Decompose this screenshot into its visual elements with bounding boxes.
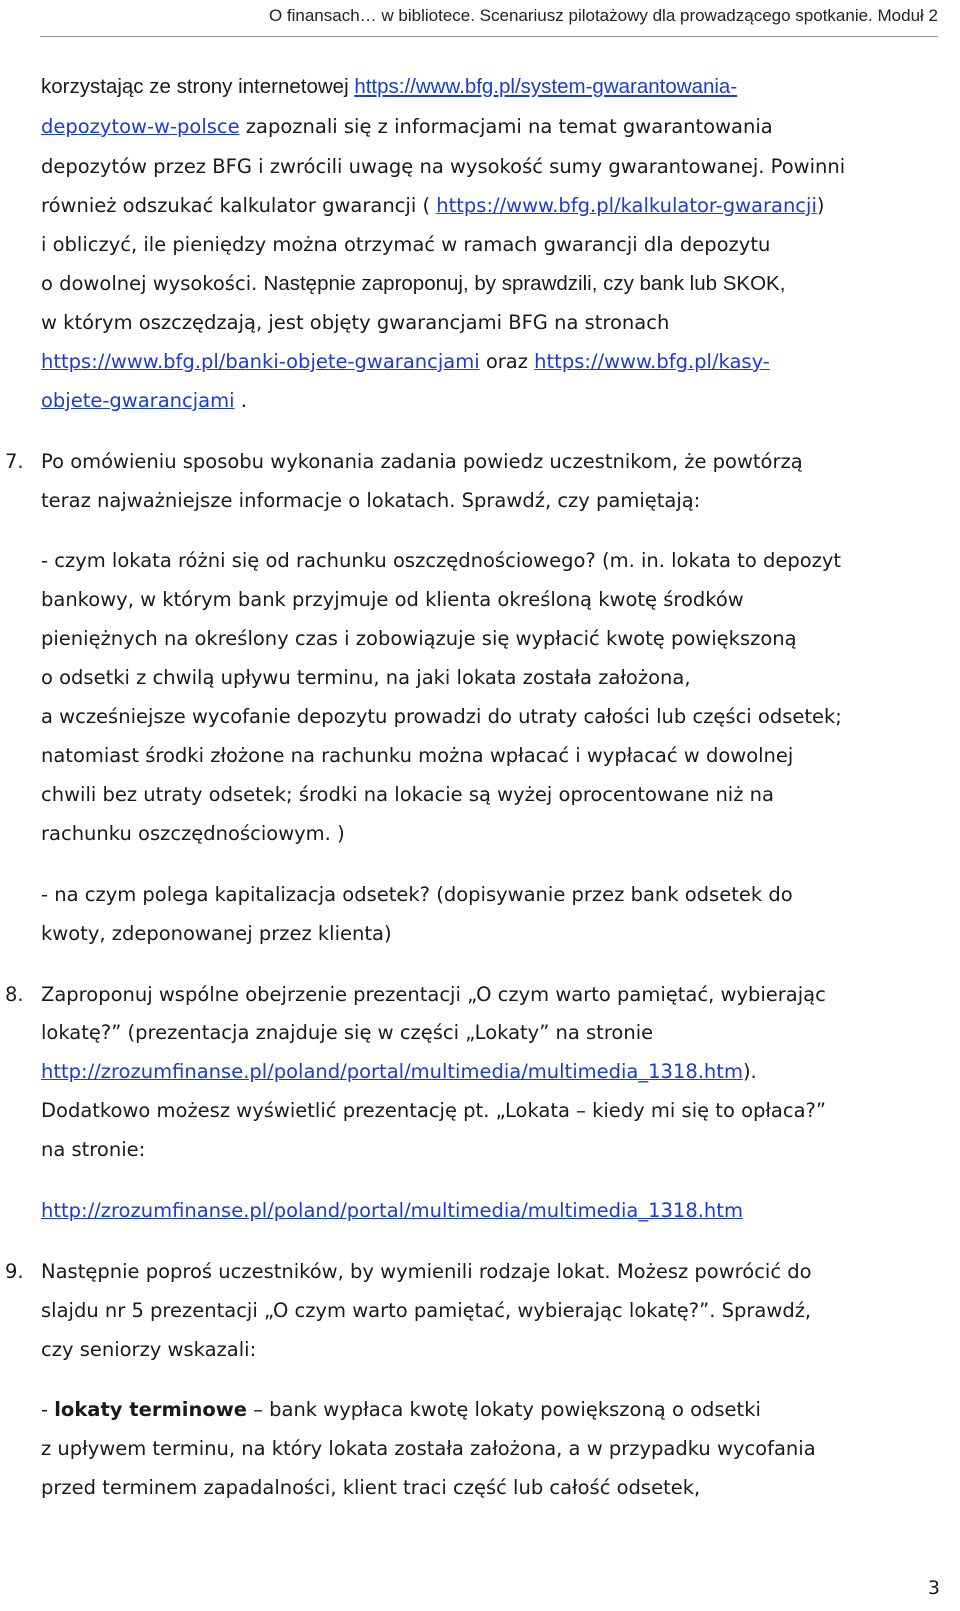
p6-text: Następnie zaproponuj, by sprawdzili, czy bank lub SKOK, — [263, 272, 786, 295]
item-9-line-2: slajdu nr 5 prezentacji „O czym warto pamiętać, wybierając lokatę?”. Sprawdź, — [41, 1299, 812, 1322]
item-7-q1-line-7: chwili bez utraty odsetek; środki na lokacie są wyżej oprocentowane niż na — [41, 783, 774, 806]
p6-line-7: w którym oszczędzają, jest objęty gwarancjami BFG na stronach — [41, 311, 670, 334]
p6-line-3: depozytów przez BFG i zwrócili uwagę na wysokość sumy gwarantowanej. Powinni — [41, 155, 846, 178]
item-7-line-1: Po omówieniu sposobu wykonania zadania powiedz uczestnikom, że powtórzą — [41, 450, 803, 473]
item-8-line-5: na stronie: — [41, 1138, 146, 1161]
p6-text: o dowolnej wysokości. — [41, 272, 264, 295]
item-9-bullet-1 — [41, 1398, 761, 1422]
bfg-calculator-link[interactable]: https://www.bfg.pl/kalkulator-gwarancji — [436, 194, 817, 217]
item-7-q1-line-5: a wcześniejsze wycofanie depozytu prowadzi do utraty całości lub części odsetek; — [41, 705, 842, 728]
bfg-skok-link[interactable]: https://www.bfg.pl/kasy- — [534, 350, 770, 373]
item-8-number: 8. — [5, 983, 24, 1006]
page-number: 3 — [927, 1577, 940, 1599]
item-7-number: 7. — [5, 450, 24, 473]
p6-text: oraz — [479, 350, 535, 373]
item-8-line-3 — [41, 1060, 757, 1084]
bullet-dash: - — [41, 1398, 55, 1421]
item-8-line-4: Dodatkowo możesz wyświetlić prezentację pt. „Lokata – kiedy mi się to opłaca?” — [41, 1099, 826, 1122]
p6-line-6 — [41, 272, 785, 296]
bfg-guarantee-link-cont[interactable]: depozytow-w-polsce — [41, 115, 240, 138]
item-9-bullet-1-line-3: przed terminem zapadalności, klient traci część lub całość odsetek, — [41, 1476, 701, 1499]
item-8-line-6 — [41, 1199, 743, 1223]
item-9-bullet-1-line-2: z upływem terminu, na który lokata została założona, a w przypadku wycofania — [41, 1437, 816, 1460]
item-7-q2-line-1: - na czym polega kapitalizacja odsetek? (dopisywanie przez bank odsetek do — [41, 883, 793, 906]
bfg-banks-link[interactable]: https://www.bfg.pl/banki-objete-gwarancjami — [41, 350, 480, 373]
bullet-term: lokaty terminowe — [54, 1398, 247, 1421]
item-8-line-2: lokatę?” (prezentacja znajduje się w części „Lokaty” na stronie — [41, 1021, 654, 1044]
item-7-q1-line-8: rachunku oszczędnościowym. ) — [41, 822, 345, 845]
item-7-q1-line-2: bankowy, w którym bank przyjmuje od klienta określoną kwotę środków — [41, 588, 744, 611]
item-9-number: 9. — [5, 1260, 24, 1283]
p6-line-4 — [41, 194, 824, 218]
p6-text: zapoznali się z informacjami na temat gwarantowania — [239, 115, 773, 138]
p6-line-9 — [41, 389, 247, 413]
item-7-q2-line-2: kwoty, zdeponowanej przez klienta) — [41, 922, 392, 945]
p6-text: . — [234, 389, 247, 412]
item-8-text: ). — [742, 1060, 757, 1083]
header-rule — [40, 36, 938, 37]
running-header: O finansach… w bibliotece. Scenariusz pilotażowy dla prowadzącego spotkanie. Moduł 2 — [268, 6, 938, 25]
bullet-text: – bank wypłaca kwotę lokaty powiększoną o odsetki — [246, 1398, 761, 1421]
p6-text: ) — [816, 194, 825, 217]
item-7-q1-line-3: pieniężnych na określony czas i zobowiązuje się wypłacić kwotę powiększoną — [41, 627, 797, 650]
item-7-line-2: teraz najważniejsze informacje o lokatach. Sprawdź, czy pamiętają: — [41, 489, 701, 512]
bfg-skok-link-cont[interactable]: objete-gwarancjami — [41, 389, 235, 412]
p6-line-1 — [41, 75, 737, 99]
p6-text: również odszukać kalkulator gwarancji ( — [41, 194, 437, 217]
p6-line-8 — [41, 350, 770, 374]
item-8-line-1: Zaproponuj wspólne obejrzenie prezentacji „O czym warto pamiętać, wybierając — [41, 983, 826, 1006]
item-7-q1-line-4: o odsetki z chwilą upływu terminu, na jaki lokata została założona, — [41, 666, 691, 689]
item-9-line-1: Następnie poproś uczestników, by wymienili rodzaje lokat. Możesz powrócić do — [41, 1260, 812, 1283]
item-9-line-3: czy seniorzy wskazali: — [41, 1338, 257, 1361]
zrozumfinanse-link-2[interactable]: http://zrozumfinanse.pl/poland/portal/multimedia/multimedia_1318.htm — [41, 1199, 743, 1222]
p6-text: korzystając ze strony internetowej — [41, 75, 355, 98]
bfg-guarantee-link[interactable]: https://www.bfg.pl/system-gwarantowania- — [354, 75, 738, 98]
zrozumfinanse-link[interactable]: http://zrozumfinanse.pl/poland/portal/multimedia/multimedia_1318.htm — [41, 1060, 743, 1083]
p6-line-5: i obliczyć, ile pieniędzy można otrzymać w ramach gwarancji dla depozytu — [41, 233, 771, 256]
item-7-q1-line-1: - czym lokata różni się od rachunku oszczędnościowego? (m. in. lokata to depozyt — [41, 549, 842, 572]
p6-line-2 — [41, 115, 773, 139]
item-7-q1-line-6: natomiast środki złożone na rachunku można wpłacać i wypłacać w dowolnej — [41, 744, 794, 767]
